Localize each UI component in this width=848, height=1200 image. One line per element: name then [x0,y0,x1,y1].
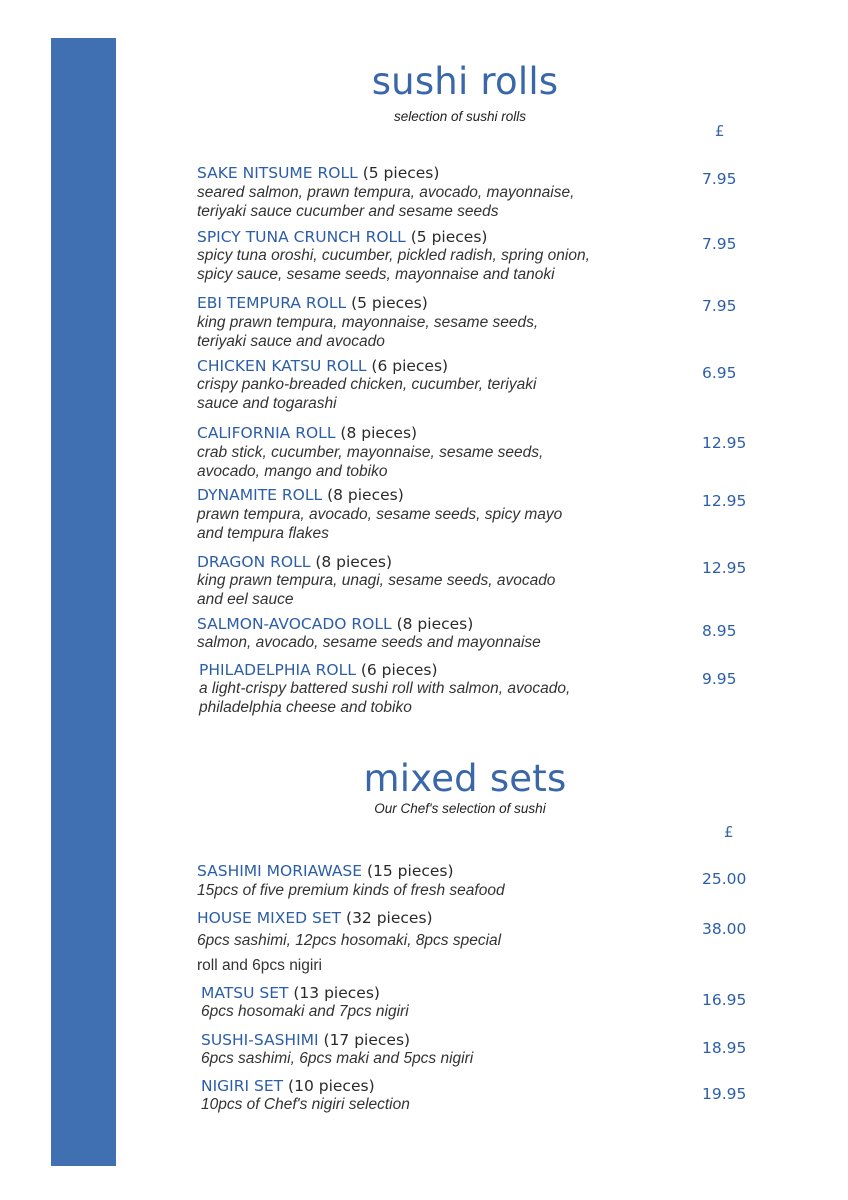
item-heading [197,357,448,375]
item-description-line: teriyaki sauce and avocado [197,333,385,350]
item-description-line: king prawn tempura, mayonnaise, sesame seeds, [197,314,539,331]
rolls-currency-symbol: £ [715,122,725,140]
rolls-section-title: sushi rolls [371,60,559,103]
item-description [197,881,505,900]
item-description [197,375,536,413]
item-description-line: 6pcs sashimi, 6pcs maki and 5pcs nigiri [201,1050,474,1067]
item-description-line: 15pcs of five premium kinds of fresh seafood [197,882,505,899]
sets-section-subtitle: Our Chef's selection of sushi [374,801,546,816]
item-heading [199,661,438,679]
item-price: 6.95 [702,364,737,382]
item-heading [201,1077,375,1095]
item-price: 12.95 [702,434,747,452]
item-description [197,928,501,978]
item-description [197,443,543,481]
item-name: SPICY TUNA CRUNCH ROLL [197,228,406,246]
item-pieces: (32 pieces) [341,909,433,927]
item-pieces: (10 pieces) [283,1077,375,1095]
item-price: 9.95 [702,670,737,688]
item-description-line: crispy panko-breaded chicken, cucumber, teriyaki [197,376,537,393]
item-description-line: salmon, avocado, sesame seeds and mayonnaise [197,634,541,651]
item-name: SASHIMI MORIAWASE [197,862,363,880]
item-heading [197,164,439,182]
item-price: 8.95 [702,622,737,640]
item-description [201,1002,409,1021]
item-heading [197,862,454,880]
sets-currency-symbol: £ [724,823,734,841]
item-heading [201,984,380,1002]
item-description [197,246,590,284]
item-heading [197,228,487,246]
item-description-line: avocado, mango and tobiko [197,463,388,480]
item-description-line: crab stick, cucumber, mayonnaise, sesame seeds, [197,444,544,461]
item-heading [197,909,433,927]
item-pieces: (13 pieces) [288,984,380,1002]
item-description-line: roll and 6pcs nigiri [197,957,322,974]
item-heading [197,424,417,442]
item-description-line: prawn tempura, avocado, sesame seeds, spicy mayo [197,506,563,523]
item-name: SALMON-AVOCADO ROLL [197,615,392,633]
item-name: HOUSE MIXED SET [197,909,342,927]
item-price: 19.95 [702,1085,747,1103]
item-description-line: seared salmon, prawn tempura, avocado, mayonnaise, [197,184,575,201]
item-description-line: 10pcs of Chef's nigiri selection [201,1096,410,1113]
item-description-line: 6pcs hosomaki and 7pcs nigiri [201,1003,409,1020]
item-name: PHILADELPHIA ROLL [199,661,356,679]
item-name: EBI TEMPURA ROLL [197,294,347,312]
item-pieces: (8 pieces) [335,424,418,442]
item-heading [197,553,392,571]
item-price: 16.95 [702,991,747,1009]
item-description-line: a light-crispy battered sushi roll with salmon, avocado, [199,680,571,697]
item-description [199,679,570,717]
item-pieces: (6 pieces) [355,661,438,679]
item-description [201,1049,473,1068]
item-name: SAKE NITSUME ROLL [197,164,358,182]
item-description [197,183,574,221]
item-name: CHICKEN KATSU ROLL [197,357,367,375]
item-pieces: (17 pieces) [318,1031,411,1049]
item-pieces: (15 pieces) [362,862,454,880]
item-description-line: sauce and togarashi [197,395,337,412]
item-description-line: spicy sauce, sesame seeds, mayonnaise and tanoki [197,266,555,283]
item-price: 38.00 [702,920,747,938]
item-pieces: (8 pieces) [391,615,474,633]
item-price: 7.95 [702,235,737,253]
item-description-line: spicy tuna oroshi, cucumber, pickled radish, spring onion, [197,247,590,264]
item-heading [197,486,404,504]
rolls-section-subtitle: selection of sushi rolls [393,109,527,124]
sets-section-title: mixed sets [363,757,567,800]
item-name: DRAGON ROLL [197,553,311,571]
item-heading [197,615,473,633]
item-price: 18.95 [702,1039,747,1057]
item-name: CALIFORNIA ROLL [197,424,336,442]
item-description [201,1095,410,1114]
item-pieces: (5 pieces) [405,228,488,246]
side-color-bar [51,38,116,1166]
item-description-line: and eel sauce [197,591,294,608]
item-pieces: (5 pieces) [346,294,428,312]
item-description [197,313,538,351]
item-price: 12.95 [702,559,747,577]
item-name: NIGIRI SET [201,1077,284,1095]
item-pieces: (5 pieces) [357,164,440,182]
item-description-line: teriyaki sauce cucumber and sesame seeds [197,203,499,220]
item-price: 7.95 [702,170,737,188]
item-description [197,571,555,609]
item-description [197,633,541,652]
item-description-line: philadelphia cheese and tobiko [199,699,412,716]
item-pieces: (8 pieces) [310,553,393,571]
item-pieces: (6 pieces) [366,357,449,375]
item-price: 25.00 [702,870,747,888]
item-price: 12.95 [702,492,747,510]
item-description-line: and tempura flakes [197,525,329,542]
item-pieces: (8 pieces) [322,486,404,504]
item-heading [201,1031,410,1049]
item-price: 7.95 [702,297,737,315]
item-name: MATSU SET [201,984,289,1002]
item-description [197,505,562,543]
item-name: SUSHI-SASHIMI [201,1031,319,1049]
item-description-line: king prawn tempura, unagi, sesame seeds, avocado [197,572,556,589]
item-name: DYNAMITE ROLL [197,486,323,504]
item-heading [197,294,428,312]
item-description-line: 6pcs sashimi, 12pcs hosomaki, 8pcs special [197,932,502,949]
